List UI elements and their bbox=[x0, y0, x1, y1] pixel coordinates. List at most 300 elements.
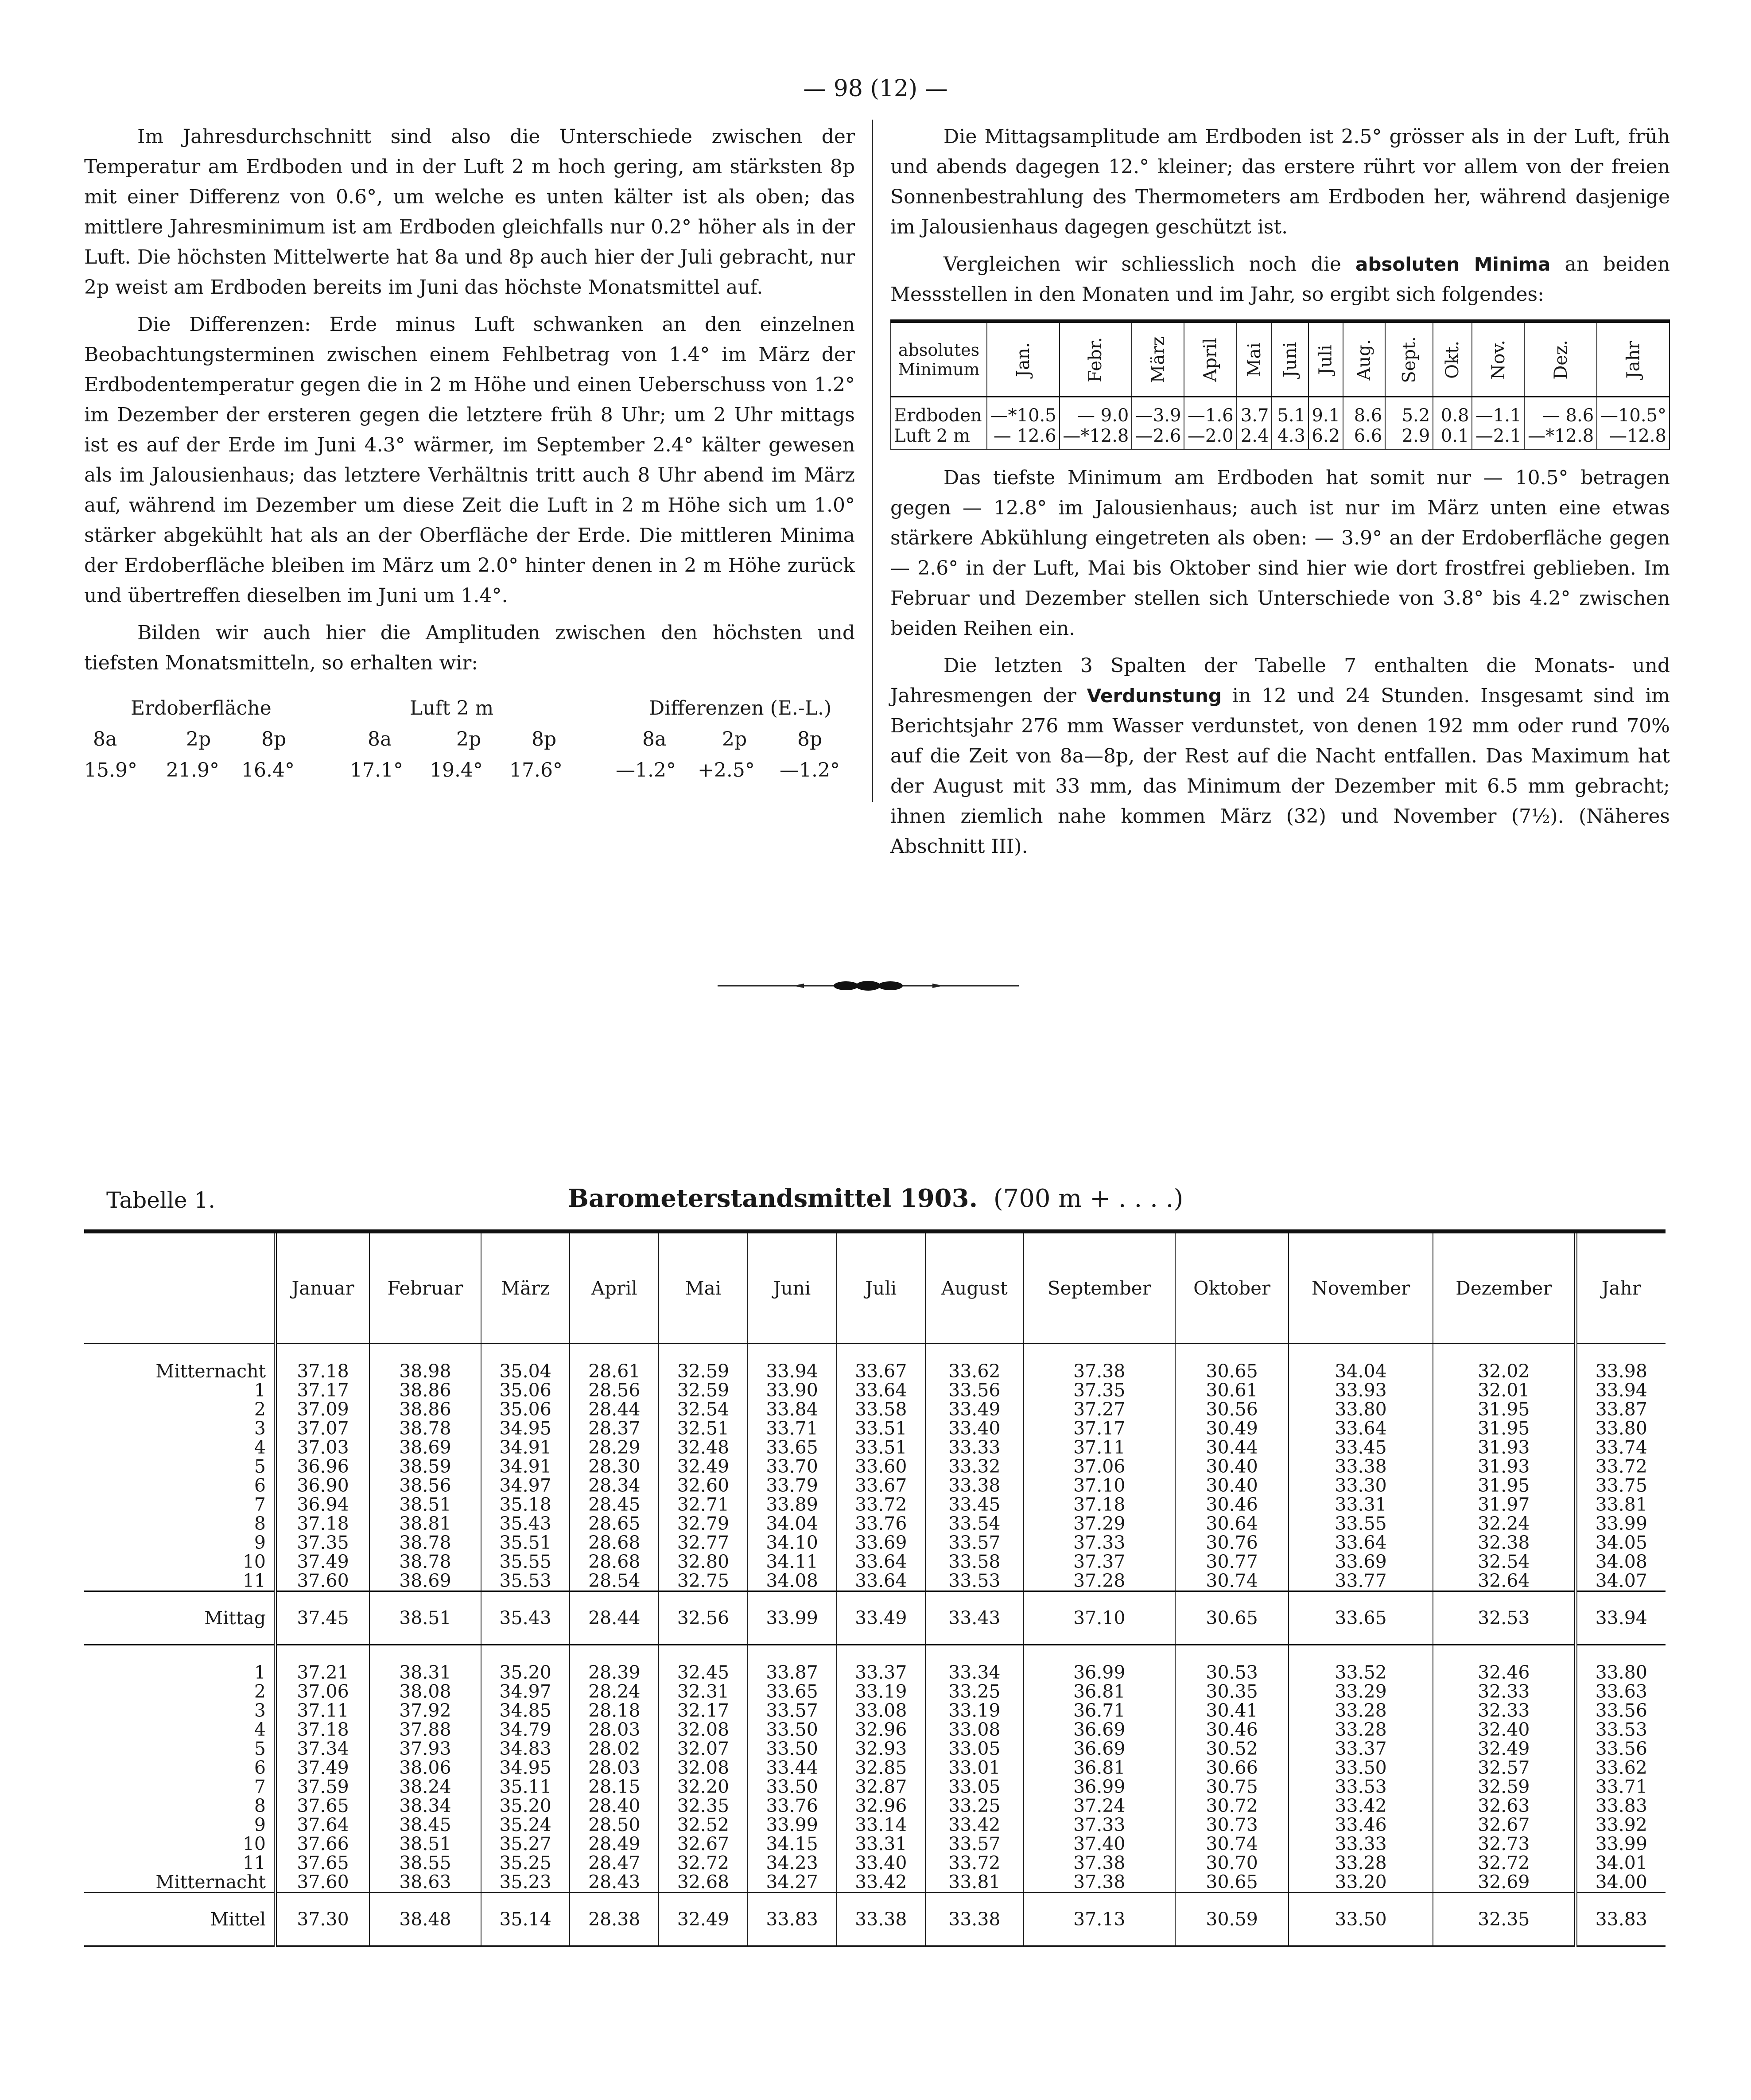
left-paragraph-2: Die Differenzen: Erde minus Luft schwanken an den einzelnen Beobachtungsterminen zwischen einem Fehlbetrag von 1.4° im März der Erdbodentemperatur gegen die in 2 m Höhe und einen Ueberschuss von 1.2° im Dezember der ersteren gegen die letztere früh 8 Uhr; um 2 Uhr mittags ist es auf der Erde im Juni 4.3° wärmer, im September 2.4° kälter gewesen als im Jalousienhaus; das letztere Verhältnis tritt auch 8 Uhr abend im März auf, während im Dezember um diese Zeit die Luft in 2 m Höhe sich um 1.0° stärker abgekühlt hat als an der Oberfläche der Erde. Die mittleren Minima der Erdoberfläche bleiben im März um 2.0° hinter denen in 2 m Höhe zurück und übertreffen dieselben im Juni um 1.4°. bbox=[84, 313, 855, 607]
table-row bbox=[84, 1893, 1666, 1946]
table-cell: 30.66 bbox=[1175, 1758, 1289, 1777]
amp-term: 2p bbox=[186, 728, 211, 751]
table-cell: 32.75 bbox=[659, 1571, 748, 1591]
column-header: August bbox=[925, 1232, 1023, 1344]
right-paragraph-4 bbox=[890, 651, 1670, 862]
table-cell: 32.77 bbox=[659, 1533, 748, 1552]
table-cell: 33.49 bbox=[925, 1400, 1023, 1419]
table-cell: 37.06 bbox=[276, 1682, 370, 1701]
table-cell: 38.78 bbox=[369, 1552, 481, 1571]
table-cell: 35.43 bbox=[481, 1591, 570, 1645]
table-cell: 32.35 bbox=[1433, 1893, 1576, 1946]
table-cell: 30.74 bbox=[1175, 1835, 1289, 1854]
table-cell: 32.85 bbox=[836, 1758, 925, 1777]
table-cell: 37.13 bbox=[1024, 1893, 1176, 1946]
table-cell: 37.93 bbox=[369, 1739, 481, 1758]
table-cell: 35.23 bbox=[481, 1873, 570, 1893]
table-cell: 37.33 bbox=[1024, 1533, 1176, 1552]
minima-cell: — 8.6 bbox=[1524, 397, 1597, 426]
table-cell: 32.24 bbox=[1433, 1514, 1576, 1533]
row-label: 5 bbox=[254, 1738, 266, 1759]
row-label: 3 bbox=[254, 1700, 266, 1721]
table-cell: 28.65 bbox=[570, 1514, 659, 1533]
row-label: 8 bbox=[254, 1795, 266, 1816]
column-header: Jahr bbox=[1576, 1232, 1666, 1344]
table-cell: 33.28 bbox=[1289, 1720, 1433, 1739]
amp-value: —1.2° bbox=[616, 759, 676, 782]
table-cell: 37.34 bbox=[276, 1739, 370, 1758]
left-paragraph-1: Im Jahresdurchschnitt sind also die Unterschiede zwischen der Temperatur am Erdboden und in der Luft 2 m hoch gering, am stärksten 8p mit einer Differenz von 0.6°, um welche es unten kälter ist als oben; das mittlere Jahresminimum ist am Erdboden gleichfalls nur 0.2° höher als in der Luft. Die höchsten Mittelwerte hat 8a und 8p auch hier der Juli gebracht, nur 2p weist am Erdboden bereits im Juni das höchste Monatsmittel auf. bbox=[84, 125, 855, 299]
table-cell: 33.79 bbox=[748, 1476, 837, 1495]
table-cell: 30.75 bbox=[1175, 1777, 1289, 1797]
minima-cell: 5.1 bbox=[1272, 397, 1308, 426]
table-cell: 34.97 bbox=[481, 1476, 570, 1495]
table-cell: 35.25 bbox=[481, 1854, 570, 1873]
table-cell: 33.62 bbox=[925, 1362, 1023, 1381]
table-cell: 34.95 bbox=[481, 1419, 570, 1438]
minima-header bbox=[1060, 321, 1132, 397]
table-cell: 37.35 bbox=[276, 1533, 370, 1552]
text-run: an beiden Messstellen in den Monaten und im Jahr, so ergibt sich folgendes: bbox=[890, 253, 1670, 306]
column-header: November bbox=[1289, 1232, 1433, 1344]
amp-group-diff: Differenzen (E.-L.) bbox=[649, 697, 832, 719]
ornament-divider bbox=[718, 979, 1019, 992]
table-cell: 34.95 bbox=[481, 1758, 570, 1777]
table-cell: 28.54 bbox=[570, 1571, 659, 1591]
minima-header bbox=[1524, 321, 1597, 397]
emphasis-verdunstung: Verdunstung bbox=[1087, 685, 1222, 707]
table-cell: 33.57 bbox=[925, 1835, 1023, 1854]
minima-header bbox=[987, 321, 1060, 397]
table-cell: 37.66 bbox=[276, 1835, 370, 1854]
table-cell: 33.42 bbox=[1289, 1797, 1433, 1816]
table-cell: 30.65 bbox=[1175, 1873, 1289, 1893]
month-label: April bbox=[1200, 337, 1221, 382]
table-cell: 28.30 bbox=[570, 1457, 659, 1476]
row-label: 7 bbox=[254, 1494, 266, 1515]
table-cell: 28.34 bbox=[570, 1476, 659, 1495]
table-cell: 33.64 bbox=[1289, 1533, 1433, 1552]
row-label: Mitternacht bbox=[155, 1361, 266, 1382]
table-cell: 32.72 bbox=[1433, 1854, 1576, 1873]
spacer-cell bbox=[1024, 1344, 1176, 1362]
table-cell: 28.37 bbox=[570, 1419, 659, 1438]
table-cell: 37.65 bbox=[276, 1854, 370, 1873]
amp-term: 8a bbox=[368, 728, 392, 751]
table-row bbox=[84, 1362, 1666, 1381]
table-row bbox=[84, 1854, 1666, 1873]
table-row bbox=[84, 1381, 1666, 1400]
table-cell: 30.35 bbox=[1175, 1682, 1289, 1701]
emphasis-absolute-minima: absoluten Minima bbox=[1355, 253, 1551, 275]
table-cell: 32.59 bbox=[659, 1381, 748, 1400]
table-cell: 32.54 bbox=[1433, 1552, 1576, 1571]
minima-cell: —*10.5 bbox=[987, 397, 1060, 426]
table-cell: 30.70 bbox=[1175, 1854, 1289, 1873]
table-cell: 30.77 bbox=[1175, 1552, 1289, 1571]
column-header: Mai bbox=[659, 1232, 748, 1344]
table-cell: 33.90 bbox=[748, 1381, 837, 1400]
table-cell: 33.38 bbox=[836, 1893, 925, 1946]
table-cell: 37.18 bbox=[276, 1362, 370, 1381]
table-row bbox=[84, 1797, 1666, 1816]
table-cell: 33.58 bbox=[925, 1552, 1023, 1571]
table-cell: 37.29 bbox=[1024, 1514, 1176, 1533]
spacer-cell bbox=[369, 1344, 481, 1362]
table-cell: 32.45 bbox=[659, 1663, 748, 1682]
table-cell: 33.87 bbox=[748, 1663, 837, 1682]
table-cell: 33.64 bbox=[836, 1381, 925, 1400]
table-row bbox=[84, 1400, 1666, 1419]
table-cell: 33.83 bbox=[1576, 1893, 1666, 1946]
table-cell: 30.46 bbox=[1175, 1720, 1289, 1739]
table-cell: 38.51 bbox=[369, 1591, 481, 1645]
table-cell: 34.04 bbox=[1289, 1362, 1433, 1381]
table-cell: 32.35 bbox=[659, 1797, 748, 1816]
minima-cell: 2.4 bbox=[1237, 426, 1272, 449]
table-cell: 32.31 bbox=[659, 1682, 748, 1701]
table-cell: 33.67 bbox=[836, 1476, 925, 1495]
amp-group-air: Luft 2 m bbox=[410, 697, 494, 719]
table-cell: 28.68 bbox=[570, 1552, 659, 1571]
column-header: März bbox=[481, 1232, 570, 1344]
column-header: April bbox=[570, 1232, 659, 1344]
table-cell: 32.08 bbox=[659, 1758, 748, 1777]
minima-cell: —2.6 bbox=[1132, 426, 1184, 449]
table-cell: 33.81 bbox=[1576, 1495, 1666, 1514]
table-cell: 37.92 bbox=[369, 1701, 481, 1720]
row-label: 8 bbox=[254, 1513, 266, 1534]
table-cell: 31.95 bbox=[1433, 1476, 1576, 1495]
row-label: 11 bbox=[242, 1852, 266, 1874]
table-cell: 37.35 bbox=[1024, 1381, 1176, 1400]
spacer-cell bbox=[369, 1645, 481, 1664]
table-cell: 32.60 bbox=[659, 1476, 748, 1495]
table-cell: 30.49 bbox=[1175, 1419, 1289, 1438]
table-cell: 32.93 bbox=[836, 1739, 925, 1758]
table-cell: 33.72 bbox=[925, 1854, 1023, 1873]
table-cell: 33.53 bbox=[1289, 1777, 1433, 1797]
table-cell: 33.67 bbox=[836, 1362, 925, 1381]
month-label: Jahr bbox=[1623, 341, 1644, 378]
table-cell: 28.39 bbox=[570, 1663, 659, 1682]
table-cell: 32.64 bbox=[1433, 1571, 1576, 1591]
table-cell: 37.38 bbox=[1024, 1854, 1176, 1873]
table-cell: 33.80 bbox=[1289, 1400, 1433, 1419]
table-cell: 33.42 bbox=[836, 1873, 925, 1893]
table-cell: 32.02 bbox=[1433, 1362, 1576, 1381]
table-cell: 37.49 bbox=[276, 1758, 370, 1777]
table-cell: 34.97 bbox=[481, 1682, 570, 1701]
table-cell: 38.48 bbox=[369, 1893, 481, 1946]
table-cell: 33.46 bbox=[1289, 1816, 1433, 1835]
text-run: Die letzten 3 Spalten der Tabelle 7 enthalten die Monats- und Jahresmengen der bbox=[890, 654, 1670, 707]
table-cell: 32.57 bbox=[1433, 1758, 1576, 1777]
table-cell: 38.69 bbox=[369, 1438, 481, 1457]
spacer-row bbox=[84, 1344, 1666, 1362]
table-cell: 33.05 bbox=[925, 1739, 1023, 1758]
spacer-cell bbox=[925, 1645, 1023, 1664]
table-cell: 32.17 bbox=[659, 1701, 748, 1720]
table-cell: 34.01 bbox=[1576, 1854, 1666, 1873]
table-cell: 33.89 bbox=[748, 1495, 837, 1514]
table-cell: 33.45 bbox=[1289, 1438, 1433, 1457]
table-cell: 38.69 bbox=[369, 1571, 481, 1591]
table-cell: 33.99 bbox=[1576, 1514, 1666, 1533]
table-cell: 28.44 bbox=[570, 1400, 659, 1419]
table-cell: 33.80 bbox=[1576, 1419, 1666, 1438]
table-cell: 30.56 bbox=[1175, 1400, 1289, 1419]
table-cell: 34.91 bbox=[481, 1457, 570, 1476]
table-cell: 32.33 bbox=[1433, 1701, 1576, 1720]
table-cell: 33.65 bbox=[748, 1682, 837, 1701]
table-row bbox=[84, 1533, 1666, 1552]
amp-term: 8p bbox=[261, 728, 287, 751]
table-cell: 33.58 bbox=[836, 1400, 925, 1419]
table-cell: 33.38 bbox=[925, 1893, 1023, 1946]
table-cell: 32.07 bbox=[659, 1739, 748, 1758]
table-cell: 28.44 bbox=[570, 1591, 659, 1645]
row-label: 6 bbox=[254, 1475, 266, 1496]
table-cell: 28.43 bbox=[570, 1873, 659, 1893]
table-cell: 28.47 bbox=[570, 1854, 659, 1873]
table-cell: 37.24 bbox=[1024, 1797, 1176, 1816]
table-cell: 30.53 bbox=[1175, 1663, 1289, 1682]
table-row bbox=[84, 1682, 1666, 1701]
table-cell: 30.74 bbox=[1175, 1571, 1289, 1591]
minima-cell: —3.9 bbox=[1132, 397, 1184, 426]
table-cell: 33.69 bbox=[836, 1533, 925, 1552]
table-cell: 33.64 bbox=[1289, 1419, 1433, 1438]
table-cell: 38.34 bbox=[369, 1797, 481, 1816]
row-label: Mitternacht bbox=[84, 1873, 276, 1893]
table-cell: 28.56 bbox=[570, 1381, 659, 1400]
table-cell: 33.29 bbox=[1289, 1682, 1433, 1701]
table-cell: 33.80 bbox=[1576, 1663, 1666, 1682]
table-cell: 35.04 bbox=[481, 1362, 570, 1381]
table-cell: 33.37 bbox=[836, 1663, 925, 1682]
row-label: 10 bbox=[242, 1551, 266, 1572]
column-header: September bbox=[1024, 1232, 1176, 1344]
table-cell: 37.38 bbox=[1024, 1873, 1176, 1893]
table-cell: 32.79 bbox=[659, 1514, 748, 1533]
table-cell: 33.42 bbox=[925, 1816, 1023, 1835]
table-title-main: Barometerstandsmittel 1903. bbox=[567, 1184, 978, 1213]
table-cell: 37.30 bbox=[276, 1893, 370, 1946]
amp-term: 8a bbox=[642, 728, 667, 751]
column-header: Oktober bbox=[1175, 1232, 1289, 1344]
month-label: Febr. bbox=[1085, 337, 1106, 382]
table-cell: 38.51 bbox=[369, 1495, 481, 1514]
table-cell: 32.46 bbox=[1433, 1663, 1576, 1682]
table-cell: 33.53 bbox=[1576, 1720, 1666, 1739]
table-cell: 28.03 bbox=[570, 1720, 659, 1739]
table-cell: 37.11 bbox=[1024, 1438, 1176, 1457]
table-cell: 37.28 bbox=[1024, 1571, 1176, 1591]
table-cell: 33.77 bbox=[1289, 1571, 1433, 1591]
table-cell: 33.33 bbox=[1289, 1835, 1433, 1854]
month-label: Nov. bbox=[1488, 339, 1509, 380]
spacer-cell bbox=[1576, 1344, 1666, 1362]
text-run: in 12 und 24 Stunden. Insgesamt sind im Berichtsjahr 276 mm Wasser verdunstet, von denen 192 mm oder rund 70% auf die Zeit von 8a—8p, der Rest auf die Nacht entfallen. Das Maximum hat der August mit 33 mm, das Minimum der Dezember mit 6.5 mm gebracht; ihnen ziemlich nahe kommen März (32) und November (7½). (Näheres Abschnitt III). bbox=[890, 684, 1670, 858]
column-header: Juli bbox=[836, 1232, 925, 1344]
table-cell: 34.04 bbox=[748, 1514, 837, 1533]
spacer-cell bbox=[84, 1645, 276, 1664]
minima-cell: 4.3 bbox=[1272, 426, 1308, 449]
table-cell: 33.51 bbox=[836, 1438, 925, 1457]
amp-value: 17.6° bbox=[509, 759, 563, 782]
table-cell: 33.50 bbox=[1289, 1893, 1433, 1946]
table-cell: 33.98 bbox=[1576, 1362, 1666, 1381]
table-cell: 28.40 bbox=[570, 1797, 659, 1816]
table-cell: 33.20 bbox=[1289, 1873, 1433, 1893]
table-row bbox=[84, 1701, 1666, 1720]
table-cell: 33.65 bbox=[1289, 1591, 1433, 1645]
table-cell: 28.45 bbox=[570, 1495, 659, 1514]
table-cell: 36.81 bbox=[1024, 1682, 1176, 1701]
table-cell: 35.06 bbox=[481, 1400, 570, 1419]
minima-cell: —2.1 bbox=[1472, 426, 1524, 449]
table-cell: 36.69 bbox=[1024, 1720, 1176, 1739]
table-cell: 32.33 bbox=[1433, 1682, 1576, 1701]
table-cell: 31.95 bbox=[1433, 1419, 1576, 1438]
table-cell: 33.31 bbox=[1289, 1495, 1433, 1514]
table-cell: 38.81 bbox=[369, 1514, 481, 1533]
spacer-cell bbox=[1576, 1645, 1666, 1664]
row-label: 9 bbox=[254, 1532, 266, 1553]
minima-row bbox=[891, 426, 1669, 449]
spacer-cell bbox=[836, 1645, 925, 1664]
table-cell: 33.50 bbox=[748, 1777, 837, 1797]
minima-header bbox=[1433, 321, 1472, 397]
table-cell: 28.68 bbox=[570, 1533, 659, 1552]
row-label: 4 bbox=[254, 1719, 266, 1740]
table-cell: 37.18 bbox=[276, 1514, 370, 1533]
table-cell: 32.68 bbox=[659, 1873, 748, 1893]
month-label: Okt. bbox=[1442, 340, 1463, 379]
right-column bbox=[890, 122, 1670, 869]
table-cell: 33.44 bbox=[748, 1758, 837, 1777]
table-cell: 35.27 bbox=[481, 1835, 570, 1854]
minima-cell: —2.0 bbox=[1184, 426, 1236, 449]
table-row bbox=[84, 1873, 1666, 1893]
table-cell: 36.94 bbox=[276, 1495, 370, 1514]
table-cell: 28.29 bbox=[570, 1438, 659, 1457]
table-cell: 33.56 bbox=[925, 1381, 1023, 1400]
table-cell: 32.67 bbox=[1433, 1816, 1576, 1835]
table-cell: 32.51 bbox=[659, 1419, 748, 1438]
right-paragraph-2 bbox=[890, 249, 1670, 310]
table-cell: 32.38 bbox=[1433, 1533, 1576, 1552]
column-header: Februar bbox=[369, 1232, 481, 1344]
header-blank bbox=[84, 1232, 276, 1344]
table-cell: 30.40 bbox=[1175, 1457, 1289, 1476]
table-cell: 33.55 bbox=[1289, 1514, 1433, 1533]
table-cell: 33.19 bbox=[836, 1682, 925, 1701]
table-cell: 36.99 bbox=[1024, 1777, 1176, 1797]
table-cell: 32.20 bbox=[659, 1777, 748, 1797]
table-cell: 33.76 bbox=[748, 1797, 837, 1816]
table-cell: 38.56 bbox=[369, 1476, 481, 1495]
table-cell: 30.41 bbox=[1175, 1701, 1289, 1720]
table-cell: 35.18 bbox=[481, 1495, 570, 1514]
table-row bbox=[84, 1835, 1666, 1854]
spacer-cell bbox=[836, 1344, 925, 1362]
amp-term: 2p bbox=[456, 728, 481, 751]
table-cell: 37.64 bbox=[276, 1816, 370, 1835]
table-cell: 35.11 bbox=[481, 1777, 570, 1797]
amp-value: —1.2° bbox=[780, 759, 840, 782]
table-cell: 38.63 bbox=[369, 1873, 481, 1893]
month-label: Mai bbox=[1244, 342, 1265, 377]
table-cell: 34.08 bbox=[1576, 1552, 1666, 1571]
table-cell: 34.79 bbox=[481, 1720, 570, 1739]
table-cell: 38.59 bbox=[369, 1457, 481, 1476]
amp-group-earth: Erdoberfläche bbox=[131, 697, 272, 719]
table-cell: 34.00 bbox=[1576, 1873, 1666, 1893]
minima-cell: 9.1 bbox=[1308, 397, 1343, 426]
table-cell: 33.49 bbox=[836, 1591, 925, 1645]
table-cell: 37.10 bbox=[1024, 1476, 1176, 1495]
minima-header bbox=[1308, 321, 1343, 397]
table-cell: 33.32 bbox=[925, 1457, 1023, 1476]
column-header: Januar bbox=[276, 1232, 370, 1344]
table-cell: 31.93 bbox=[1433, 1438, 1576, 1457]
table-row bbox=[84, 1457, 1666, 1476]
amp-term: 8p bbox=[532, 728, 557, 751]
table-cell: 33.34 bbox=[925, 1663, 1023, 1682]
table-cell: 37.18 bbox=[1024, 1495, 1176, 1514]
table-cell: 32.71 bbox=[659, 1495, 748, 1514]
table-row bbox=[84, 1663, 1666, 1682]
amp-value: +2.5° bbox=[698, 759, 755, 782]
table-cell: 30.40 bbox=[1175, 1476, 1289, 1495]
table-cell: 33.99 bbox=[1576, 1835, 1666, 1854]
amp-term: 2p bbox=[722, 728, 747, 751]
table-cell: 37.17 bbox=[1024, 1419, 1176, 1438]
table-cell: 37.60 bbox=[276, 1571, 370, 1591]
minima-cell: —10.5° bbox=[1597, 397, 1669, 426]
table-cell: 33.64 bbox=[836, 1571, 925, 1591]
table-cell: 32.59 bbox=[659, 1362, 748, 1381]
table-row bbox=[84, 1591, 1666, 1645]
table-cell: 28.50 bbox=[570, 1816, 659, 1835]
amp-value: 16.4° bbox=[241, 759, 295, 782]
table-cell: 37.65 bbox=[276, 1797, 370, 1816]
table-cell: 33.71 bbox=[1576, 1777, 1666, 1797]
table-cell: 37.59 bbox=[276, 1777, 370, 1797]
table-cell: 34.11 bbox=[748, 1552, 837, 1571]
table-cell: 33.37 bbox=[1289, 1739, 1433, 1758]
month-label: Dez. bbox=[1550, 339, 1571, 380]
table-cell: 34.83 bbox=[481, 1739, 570, 1758]
table-cell: 38.31 bbox=[369, 1663, 481, 1682]
spacer-cell bbox=[84, 1344, 276, 1362]
table-cell: 33.25 bbox=[925, 1797, 1023, 1816]
table-cell: 32.72 bbox=[659, 1854, 748, 1873]
spacer-cell bbox=[570, 1645, 659, 1664]
table-cell: 30.65 bbox=[1175, 1362, 1289, 1381]
minima-cell: —12.8 bbox=[1597, 426, 1669, 449]
text-run: Vergleichen wir schliesslich noch die bbox=[943, 253, 1341, 276]
table-cell: 28.18 bbox=[570, 1701, 659, 1720]
month-label: Sept. bbox=[1399, 336, 1420, 383]
table-cell: 33.76 bbox=[836, 1514, 925, 1533]
table-cell: 33.14 bbox=[836, 1816, 925, 1835]
table-cell: 33.72 bbox=[836, 1495, 925, 1514]
table-cell: 33.83 bbox=[748, 1893, 837, 1946]
minima-cell: 6.6 bbox=[1343, 426, 1385, 449]
